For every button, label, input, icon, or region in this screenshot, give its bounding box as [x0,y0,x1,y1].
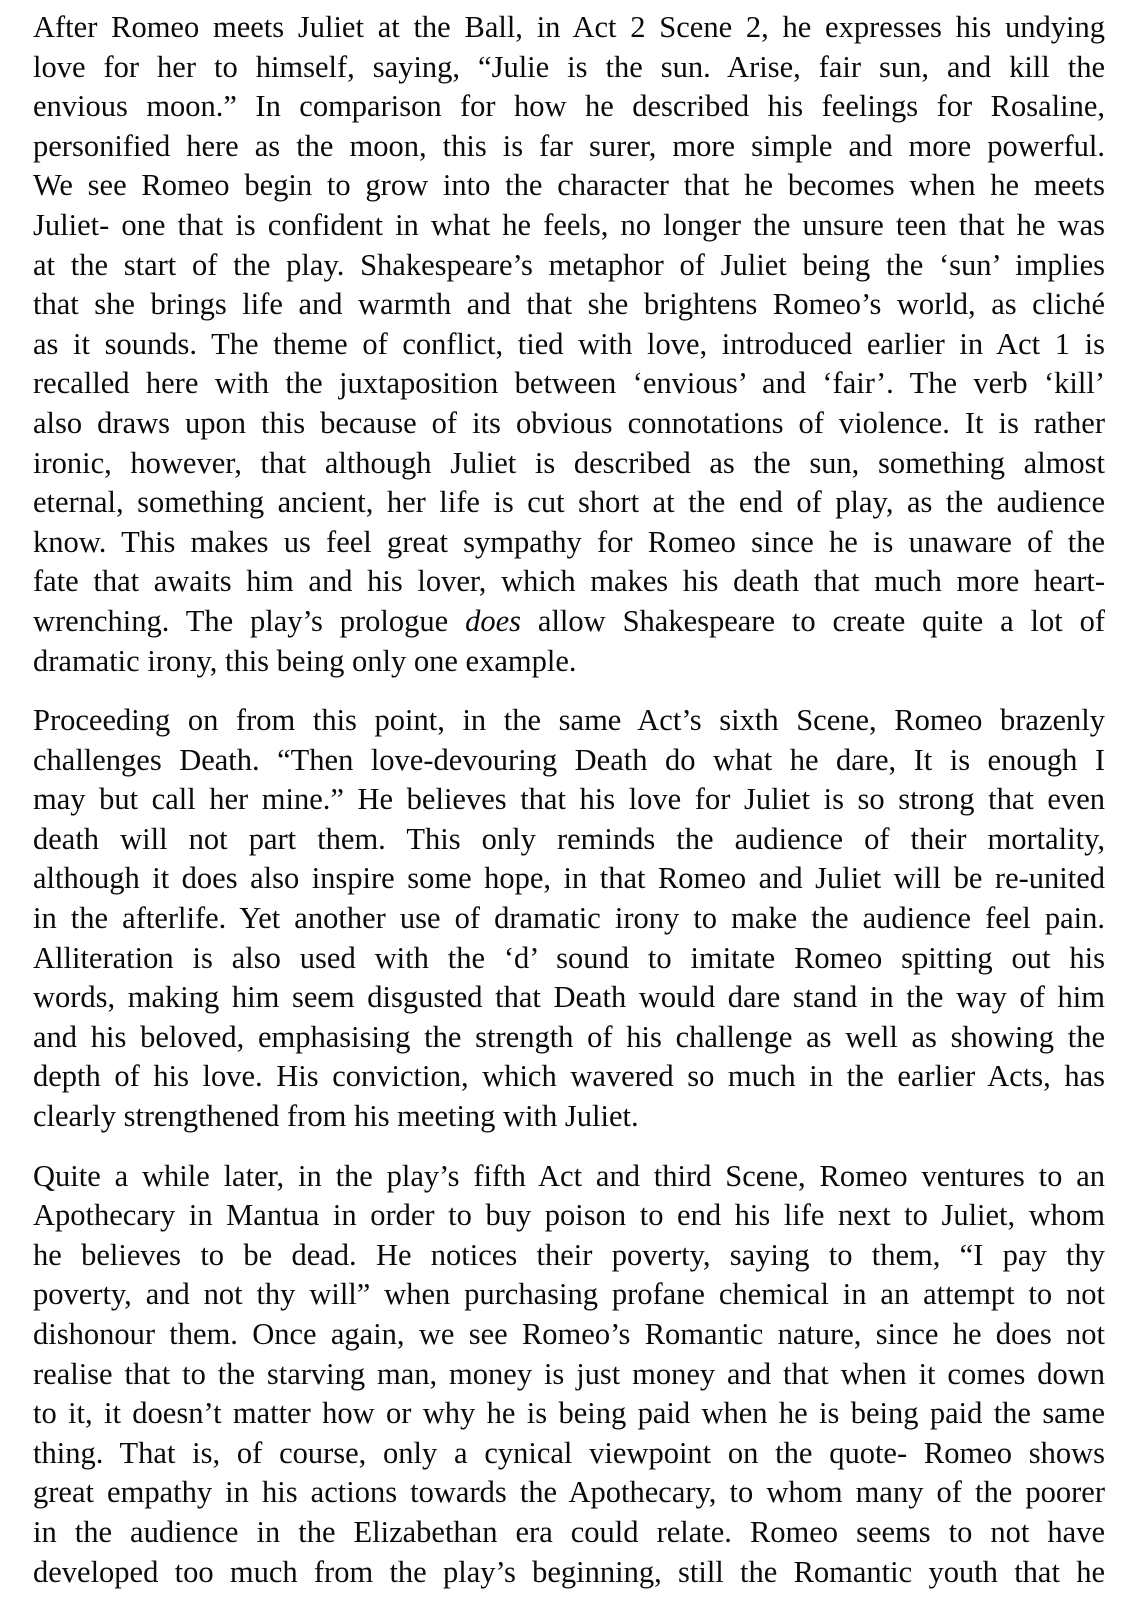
text-line: fate that awaits him and his lover, which makes his death that much more heart- [33,564,1105,599]
text-line: death will not part them. This only reminds the audience of their mortality, [33,821,1105,856]
text-line: dramatic irony, this being only one example. [33,643,577,678]
text-line: developed too much from the play’s beginning, still the Romantic youth that he [33,1554,1105,1589]
text-line: recalled here with the juxtaposition between ‘envious’ and ‘fair’. The verb ‘kill’ [33,366,1105,401]
text-line: ironic, however, that although Juliet is described as the sun, something almost [33,445,1105,480]
essay-body [33,8,1105,1592]
text-line: Proceeding on from this point, in the same Act’s sixth Scene, Romeo brazenly [33,703,1105,738]
text-line: depth of his love. His conviction, which wavered so much in the earlier Acts, has [33,1059,1105,1094]
italic-text: does [465,603,522,638]
text-line: great empathy in his actions towards the Apothecary, to whom many of the poorer [33,1475,1105,1510]
text-line: Juliet- one that is confident in what he feels, no longer the unsure teen that he was [33,207,1105,242]
text-line: realise that to the starving man, money is just money and that when it comes down [33,1356,1105,1391]
text-line: words, making him seem disgusted that Death would dare stand in the way of him [33,980,1105,1015]
text-line: Quite a while later, in the play’s fifth Act and third Scene, Romeo ventures to an [33,1158,1105,1193]
paragraph [33,1157,1105,1593]
text-line: may but call her mine.” He believes that his love for Juliet is so strong that even [33,782,1105,817]
text-line: We see Romeo begin to grow into the character that he becomes when he meets [33,168,1105,203]
text-line: challenges Death. “Then love-devouring Death do what he dare, It is enough I [33,742,1105,777]
text-line: love for her to himself, saying, “Julie is the sun. Arise, fair sun, and kill the [33,49,1105,84]
text-line: After Romeo meets Juliet at the Ball, in Act 2 Scene 2, he expresses his undying [33,10,1105,44]
text-line: dishonour them. Once again, we see Romeo’s Romantic nature, since he does not [33,1317,1105,1351]
text-line: personified here as the moon, this is far surer, more simple and more powerful. [33,128,1105,163]
text-line: poverty, and not thy will” when purchasing profane chemical in an attempt to not [33,1277,1105,1312]
text-line: although it does also inspire some hope, in that Romeo and Juliet will be re-united [33,861,1105,896]
text-line: wrenching. The play’s prologue does allow Shakespeare to create quite a lot of [33,603,1105,638]
text-line: envious moon.” In comparison for how he described his feelings for Rosaline, [33,89,1105,124]
text-line: that she brings life and warmth and that she brightens Romeo’s world, as cliché [33,287,1105,322]
text-line: eternal, something ancient, her life is cut short at the end of play, as the audience [33,485,1105,520]
text-line: Alliteration is also used with the ‘d’ sound to imitate Romeo spitting out his [33,940,1105,975]
text-line: in the afterlife. Yet another use of dramatic irony to make the audience feel pain. [33,901,1105,936]
text-line: also draws upon this because of its obvious connotations of violence. It is rather [33,405,1105,440]
text-line: to it, it doesn’t matter how or why he is being paid when he is being paid the same [33,1396,1105,1431]
text-line: thing. That is, of course, only a cynical viewpoint on the quote- Romeo shows [33,1435,1105,1470]
text-line: Apothecary in Mantua in order to buy poison to end his life next to Juliet, whom [33,1198,1105,1233]
text-line: clearly strengthened from his meeting with Juliet. [33,1099,639,1134]
paragraph [33,701,1105,1137]
text-line: in the audience in the Elizabethan era could relate. Romeo seems to not have [33,1514,1105,1549]
text-line: at the start of the play. Shakespeare’s metaphor of Juliet being the ‘sun’ implies [33,247,1105,282]
text-line: know. This makes us feel great sympathy for Romeo since he is unaware of the [33,524,1105,559]
text-line: and his beloved, emphasising the strength of his challenge as well as showing the [33,1019,1105,1054]
text-line: as it sounds. The theme of conflict, tied with love, introduced earlier in Act 1 is [33,326,1105,361]
paragraph [33,8,1105,681]
text-line: he believes to be dead. He notices their poverty, saying to them, “I pay thy [33,1237,1105,1272]
